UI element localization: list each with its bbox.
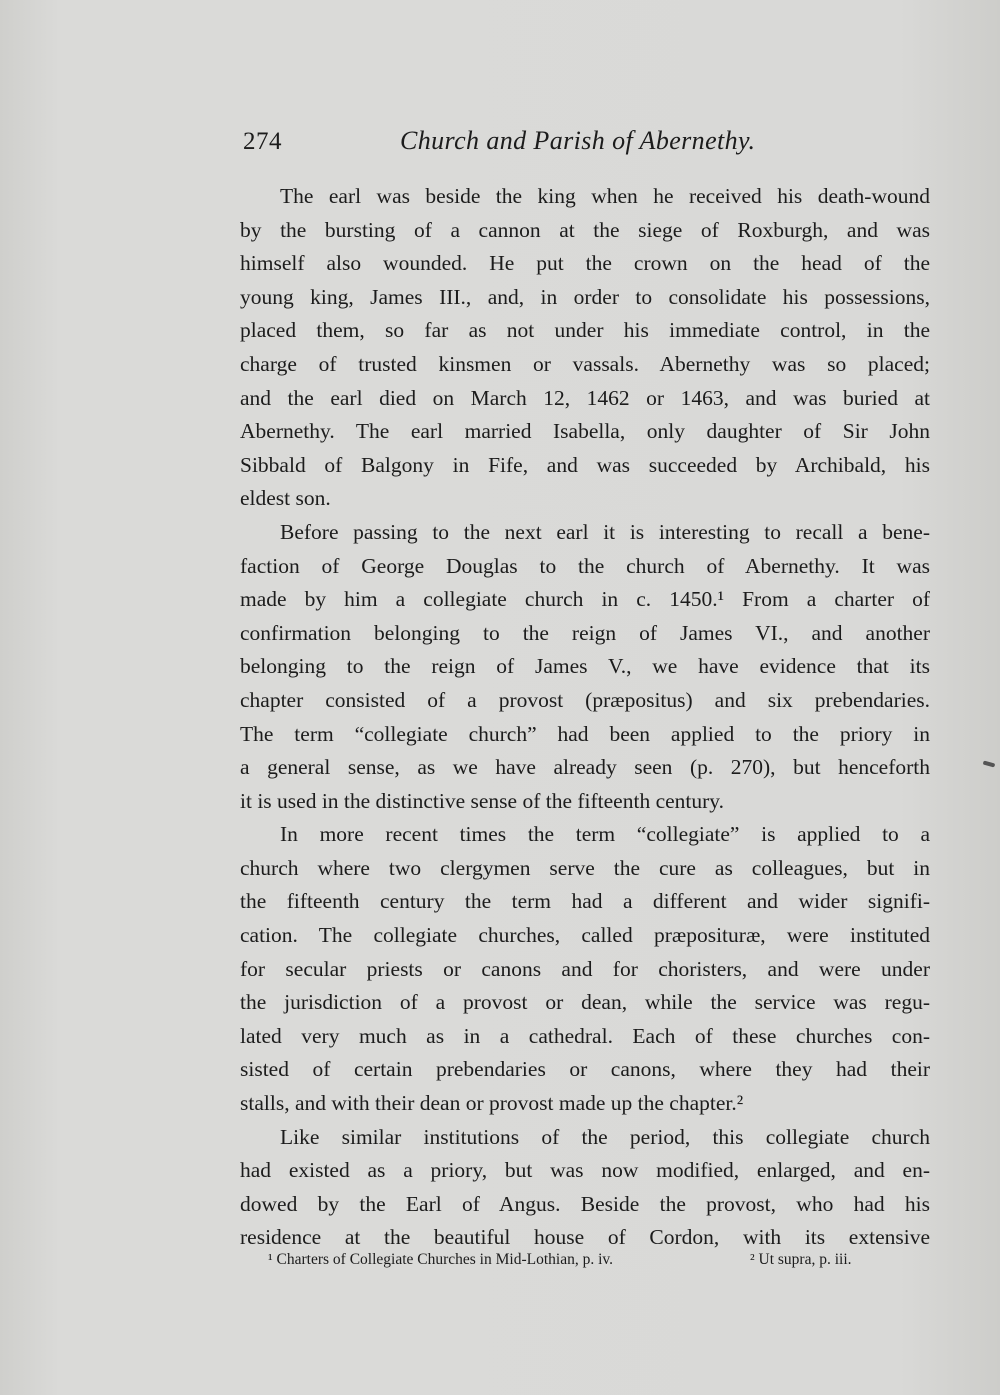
- text-line: Before passing to the next earl it is interesting to recall a bene-: [280, 519, 930, 544]
- text-line: sisted of certain prebendaries or canons, where they had their: [240, 1057, 930, 1082]
- text-line: by the bursting of a cannon at the siege of Roxburgh, and was: [240, 217, 930, 242]
- text-line: cation. The collegiate churches, called præposituræ, were instituted: [240, 923, 930, 948]
- text-line: Sibbald of Balgony in Fife, and was succeeded by Archibald, his: [240, 452, 930, 477]
- text-line: placed them, so far as not under his immediate control, in the: [240, 318, 930, 343]
- text-line: In more recent times the term “collegiate” is applied to a: [280, 822, 930, 847]
- text-line: the fifteenth century the term had a different and wider signifi-: [240, 889, 930, 914]
- running-header: [243, 126, 788, 162]
- text-line: Like similar institutions of the period, this collegiate church: [280, 1124, 930, 1149]
- text-line: dowed by the Earl of Angus. Beside the provost, who had his: [240, 1191, 930, 1216]
- text-line: lated very much as in a cathedral. Each of these churches con-: [240, 1023, 930, 1048]
- text-line: charge of trusted kinsmen or vassals. Abernethy was so placed;: [240, 351, 930, 376]
- text-line: himself also wounded. He put the crown on the head of the: [240, 251, 930, 276]
- running-title: Church and Parish of Abernethy.: [400, 126, 756, 155]
- paragraph-2: [240, 516, 930, 818]
- paragraph-4: [240, 1121, 930, 1255]
- text-line: eldest son.: [240, 486, 331, 511]
- text-line: residence at the beautiful house of Cordon, with its extensive: [240, 1225, 930, 1250]
- text-line: church where two clergymen serve the cure as colleagues, but in: [240, 855, 930, 880]
- text-line: Abernethy. The earl married Isabella, only daughter of Sir John: [240, 419, 930, 444]
- footnote-2: ² Ut supra, p. iii.: [750, 1251, 852, 1268]
- footnote-1: ¹ Charters of Collegiate Churches in Mid-Lothian, p. iv.: [268, 1251, 614, 1268]
- footnotes: [268, 1251, 908, 1281]
- text-line: young king, James III., and, in order to consolidate his possessions,: [240, 284, 930, 309]
- text-line: made by him a collegiate church in c. 1450.¹ From a charter of: [240, 587, 930, 612]
- body-text: [240, 180, 930, 1255]
- paragraph-3: [240, 818, 930, 1120]
- text-line: stalls, and with their dean or provost made up the chapter.²: [240, 1091, 744, 1116]
- text-line: had existed as a priory, but was now modified, enlarged, and en-: [240, 1158, 930, 1183]
- text-line: and the earl died on March 12, 1462 or 1463, and was buried at: [240, 385, 930, 410]
- page-number: 274: [243, 128, 282, 155]
- text-line: it is used in the distinctive sense of the fifteenth century.: [240, 788, 725, 813]
- text-line: chapter consisted of a provost (præpositus) and six prebendaries.: [240, 687, 930, 712]
- text-line: The term “collegiate church” had been applied to the priory in: [240, 721, 930, 746]
- text-line: confirmation belonging to the reign of James VI., and another: [240, 620, 930, 645]
- text-line: belonging to the reign of James V., we have evidence that its: [240, 654, 930, 679]
- paragraph-1: [240, 180, 930, 516]
- text-line: a general sense, as we have already seen (p. 270), but henceforth: [240, 755, 930, 780]
- text-line: The earl was beside the king when he received his death-wound: [280, 184, 930, 208]
- text-line: faction of George Douglas to the church of Abernethy. It was: [240, 553, 930, 578]
- text-line: the jurisdiction of a provost or dean, while the service was regu-: [240, 990, 930, 1015]
- text-line: for secular priests or canons and for choristers, and were under: [240, 956, 930, 981]
